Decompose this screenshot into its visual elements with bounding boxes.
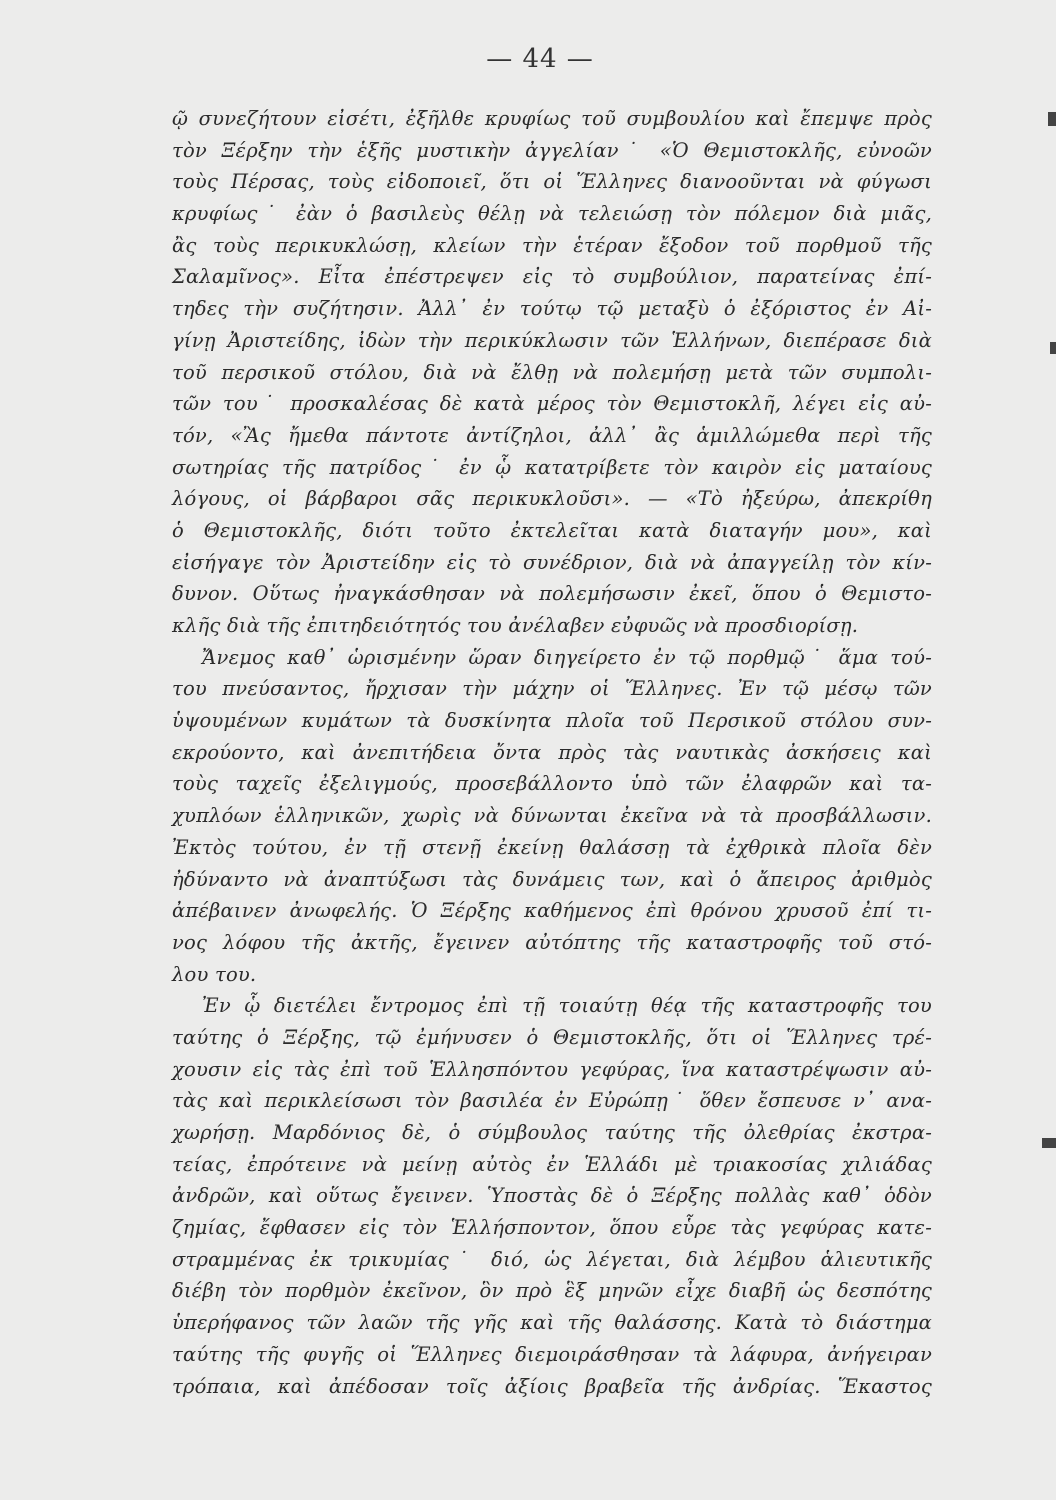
page-number: — 44 — bbox=[486, 44, 594, 74]
text-line: γίνῃ Ἀριστείδης, ἰδὼν τὴν περικύκλωσιν τῶν Ἑλλήνων, διεπέρασε διὰ bbox=[172, 328, 932, 352]
text-line: εἰσήγαγε τὸν Ἀριστείδην εἰς τὸ συνέδριον, διὰ νὰ ἀπαγγείλῃ τὸν κίν- bbox=[172, 550, 932, 574]
text-line: κλῆς διὰ τῆς ἐπιτηδειότητός του ἀνέλαβεν εὐφυῶς νὰ προσδιορίσῃ. bbox=[172, 614, 859, 637]
text-line: κρυφίως˙ ἐὰν ὁ βασιλεὺς θέλῃ νὰ τελειώσῃ τὸν πόλεμον διὰ μιᾶς, bbox=[172, 202, 932, 226]
text-line: τοὺς ταχεῖς ἐξελιγμούς, προσεβάλλοντο ὑπὸ τῶν ἐλαφρῶν καὶ τα- bbox=[172, 772, 932, 796]
text-line: τὰς καὶ περικλείσωσι τὸν βασιλέα ἐν Εὐρώπῃ˙ ὅθεν ἔσπευσε ν᾿ ανα- bbox=[172, 1089, 932, 1113]
text-line: νος λόφου τῆς ἀκτῆς, ἔγεινεν αὐτόπτης τῆς καταστροφῆς τοῦ στό- bbox=[172, 930, 932, 954]
text-line: τῶν του˙ προσκαλέσας δὲ κατὰ μέρος τὸν Θεμιστοκλῆ, λέγει εἰς αὐ- bbox=[172, 392, 932, 416]
text-line: δυνον. Οὕτως ἠναγκάσθησαν νὰ πολεμήσωσιν ἐκεῖ, ὅπου ὁ Θεμιστο- bbox=[172, 582, 932, 606]
text-line: χυπλόων ἑλληνικῶν, χωρὶς νὰ δύνωνται ἐκεῖνα νὰ τὰ προσβάλλωσιν. bbox=[172, 804, 932, 828]
text-line: τοῦ περσικοῦ στόλου, διὰ νὰ ἔλθῃ νὰ πολεμήσῃ μετὰ τῶν συμπολι- bbox=[172, 360, 932, 384]
text-line: τὸν Ξέρξην τὴν ἑξῆς μυστικὴν ἀγγελίαν˙ «Ὁ Θεμιστοκλῆς, εὐνοῶν bbox=[172, 138, 932, 162]
text-line: Ἐκτὸς τούτου, ἐν τῇ στενῇ ἐκείνῃ θαλάσσῃ τὰ ἐχθρικὰ πλοῖα δὲν bbox=[172, 835, 932, 859]
text-line: ἀνδρῶν, καὶ οὕτως ἔγεινεν. Ὑποστὰς δὲ ὁ Ξέρξης πολλὰς καθ᾿ ὁδὸν bbox=[172, 1184, 932, 1208]
text-line: τρόπαια, καὶ ἀπέδοσαν τοῖς ἀξίοις βραβεῖα τῆς ἀνδρίας. Ἕκαστος bbox=[172, 1374, 932, 1398]
text-line: ἂς τοὺς περικυκλώσῃ, κλείων τὴν ἑτέραν ἔξοδον τοῦ πορθμοῦ τῆς bbox=[172, 233, 932, 257]
text-line: Ἄνεμος καθ᾿ ὡρισμένην ὥραν διηγείρετο ἐν τῷ πορθμῷ˙ ἅμα τού- bbox=[202, 645, 932, 669]
page-edge-mark bbox=[1042, 1138, 1056, 1148]
page-edge-mark bbox=[1050, 342, 1056, 354]
text-line: ὑψουμένων κυμάτων τὰ δυσκίνητα πλοῖα τοῦ Περσικοῦ στόλου συν- bbox=[172, 709, 932, 733]
text-line: εκρούοντο, καὶ ἀνεπιτήδεια ὄντα πρὸς τὰς ναυτικὰς ἀσκήσεις καὶ bbox=[172, 740, 932, 764]
text-line: τόν, «Ἂς ἤμεθα πάντοτε ἀντίζηλοι, ἀλλ᾿ ἂς ἁμιλλώμεθα περὶ τῆς bbox=[172, 423, 932, 447]
text-line: στραμμένας ἐκ τρικυμίας˙ διό, ὡς λέγεται, διὰ λέμβου ἁλιευτικῆς bbox=[172, 1247, 932, 1271]
text-line: χωρήσῃ. Μαρδόνιος δὲ, ὁ σύμβουλος ταύτης τῆς ὀλεθρίας ἐκστρα- bbox=[172, 1121, 932, 1144]
text-line: ταύτης ὁ Ξέρξης, τῷ ἐμήνυσεν ὁ Θεμιστοκλῆς, ὅτι οἱ Ἕλληνες τρέ- bbox=[172, 1025, 932, 1049]
text-line: τηδες τὴν συζήτησιν. Ἀλλ᾿ ἐν τούτῳ τῷ μεταξὺ ὁ ἐξόριστος ἐν Αἰ- bbox=[172, 297, 932, 321]
text-line: λόγους, οἱ βάρβαροι σᾶς περικυκλοῦσι». — «Τὸ ἠξεύρω, ἀπεκρίθη bbox=[172, 487, 932, 511]
text-line: Ἐν ᾧ διετέλει ἔντρομος ἐπὶ τῇ τοιαύτῃ θέᾳ τῆς καταστροφῆς του bbox=[202, 994, 932, 1018]
text-line: ὑπερήφανος τῶν λαῶν τῆς γῆς καὶ τῆς θαλάσσης. Κατὰ τὸ διάστημα bbox=[172, 1311, 932, 1335]
text-line: ταύτης τῆς φυγῆς οἱ Ἕλληνες διεμοιράσθησαν τὰ λάφυρα, ἀνήγειραν bbox=[172, 1342, 932, 1366]
text-line: ῷ συνεζήτουν εἰσέτι, ἐξῆλθε κρυφίως τοῦ συμβουλίου καὶ ἔπεμψε πρὸς bbox=[172, 107, 932, 130]
text-line: ζημίας, ἔφθασεν εἰς τὸν Ἑλλήσποντον, ὅπου εὗρε τὰς γεφύρας κατε- bbox=[172, 1216, 932, 1240]
text-line: ἀπέβαινεν ἀνωφελής. Ὁ Ξέρξης καθήμενος ἐπὶ θρόνου χρυσοῦ ἐπί τι- bbox=[172, 899, 932, 923]
text-line: σωτηρίας τῆς πατρίδος˙ ἐν ᾧ κατατρίβετε τὸν καιρὸν εἰς ματαίους bbox=[172, 455, 932, 479]
text-line: του πνεύσαντος, ἤρχισαν τὴν μάχην οἱ Ἕλληνες. Ἐν τῷ μέσῳ τῶν bbox=[172, 677, 932, 701]
text-line: λου του. bbox=[172, 962, 257, 986]
page-edge-mark bbox=[1048, 112, 1056, 126]
text-line: χουσιν εἰς τὰς ἐπὶ τοῦ Ἑλλησπόντου γεφύρας, ἵνα καταστρέψωσιν αὐ- bbox=[172, 1057, 932, 1081]
text-line: τείας, ἐπρότεινε νὰ μείνῃ αὐτὸς ἐν Ἑλλάδι μὲ τριακοσίας χιλιάδας bbox=[172, 1152, 932, 1176]
text-line: ὁ Θεμιστοκλῆς, διότι τοῦτο ἐκτελεῖται κατὰ διαταγήν μου», καὶ bbox=[172, 518, 932, 542]
text-line: Σαλαμῖνος». Εἶτα ἐπέστρεψεν εἰς τὸ συμβούλιον, παρατείνας ἐπί- bbox=[172, 265, 932, 289]
text-line: διέβη τὸν πορθμὸν ἐκεῖνον, ὃν πρὸ ἓξ μηνῶν εἶχε διαβῆ ὡς δεσπότης bbox=[172, 1279, 932, 1303]
text-line: τοὺς Πέρσας, τοὺς εἰδοποιεῖ, ὅτι οἱ Ἕλληνες διανοοῦνται νὰ φύγωσι bbox=[172, 170, 932, 194]
text-line: ἠδύναντο νὰ ἀναπτύξωσι τὰς δυνάμεις των, καὶ ὁ ἄπειρος ἀριθμὸς bbox=[172, 867, 932, 891]
body-text bbox=[172, 103, 932, 1402]
